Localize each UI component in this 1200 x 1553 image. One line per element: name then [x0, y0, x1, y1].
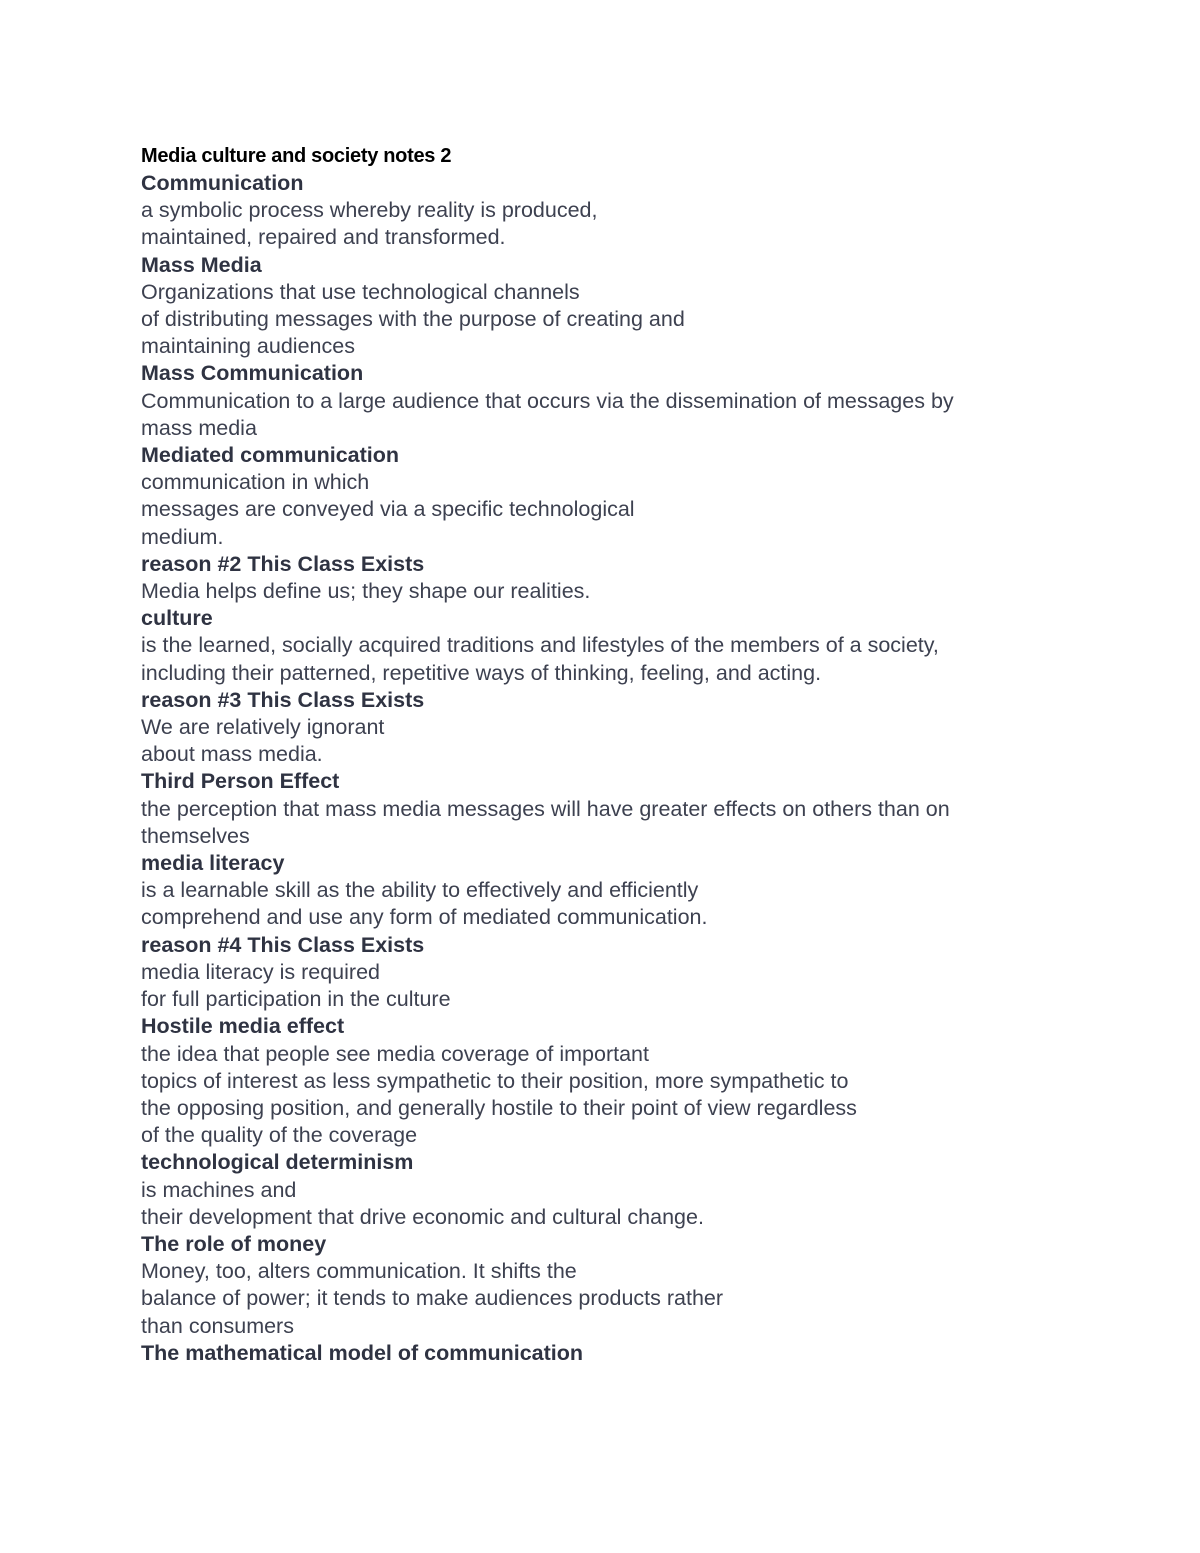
- section-heading: reason #4 This Class Exists: [141, 932, 425, 957]
- section-heading: Mass Media: [141, 252, 262, 277]
- body-text-line: maintained, repaired and transformed.: [141, 225, 506, 250]
- body-text-line: Media helps define us; they shape our realities.: [141, 579, 591, 604]
- section-heading: Mass Communication: [141, 361, 364, 386]
- body-text-line: the perception that mass media messages will have greater effects on others than on: [141, 796, 950, 821]
- section-heading: Hostile media effect: [141, 1014, 345, 1039]
- body-text-line: topics of interest as less sympathetic to their position, more sympathetic to: [141, 1068, 849, 1093]
- body-text-line: of distributing messages with the purpose of creating and: [141, 307, 685, 332]
- body-text-line: maintaining audiences: [141, 334, 355, 359]
- section-heading: culture: [141, 606, 213, 631]
- body-text-line: themselves: [141, 823, 250, 848]
- document-title: Media culture and society notes 2: [141, 145, 452, 167]
- section-heading: The role of money: [141, 1231, 327, 1256]
- section-heading: reason #3 This Class Exists: [141, 687, 425, 712]
- body-text-line: a symbolic process whereby reality is produced,: [141, 198, 598, 223]
- body-text-line: communication in which: [141, 470, 370, 495]
- body-text-line: about mass media.: [141, 742, 323, 767]
- body-text-line: than consumers: [141, 1313, 294, 1338]
- section-heading: Mediated communication: [141, 443, 400, 468]
- body-text-line: of the quality of the coverage: [141, 1123, 418, 1148]
- body-text-line: for full participation in the culture: [141, 987, 451, 1012]
- section-heading: The mathematical model of communication: [141, 1340, 584, 1365]
- body-text-line: their development that drive economic and cultural change.: [141, 1204, 704, 1229]
- section-heading: Third Person Effect: [141, 769, 340, 794]
- body-text-line: is the learned, socially acquired traditions and lifestyles of the members of a society,: [141, 633, 939, 658]
- body-text-line: media literacy is required: [141, 959, 380, 984]
- body-text-line: including their patterned, repetitive ways of thinking, feeling, and acting.: [141, 660, 822, 685]
- body-text-line: Organizations that use technological channels: [141, 279, 580, 304]
- body-text-line: balance of power; it tends to make audiences products rather: [141, 1286, 724, 1311]
- body-text-line: messages are conveyed via a specific technological: [141, 497, 635, 522]
- body-text-line: medium.: [141, 524, 224, 549]
- body-text-line: the idea that people see media coverage of important: [141, 1041, 649, 1066]
- body-text-line: Money, too, alters communication. It shifts the: [141, 1259, 577, 1284]
- section-heading: reason #2 This Class Exists: [141, 551, 425, 576]
- body-text-line: We are relatively ignorant: [141, 715, 385, 740]
- body-text-line: comprehend and use any form of mediated communication.: [141, 905, 708, 930]
- body-text-line: is a learnable skill as the ability to effectively and efficiently: [141, 878, 699, 903]
- section-heading: Communication: [141, 171, 304, 195]
- body-text-line: mass media: [141, 415, 257, 440]
- document-body: [141, 170, 1061, 1367]
- body-text-line: the opposing position, and generally hostile to their point of view regardless: [141, 1095, 857, 1120]
- section-heading: media literacy: [141, 851, 285, 876]
- section-heading: technological determinism: [141, 1150, 414, 1175]
- body-text-line: is machines and: [141, 1177, 297, 1202]
- body-text-line: Communication to a large audience that occurs via the dissemination of messages by: [141, 388, 954, 413]
- document-page: [141, 143, 1061, 1367]
